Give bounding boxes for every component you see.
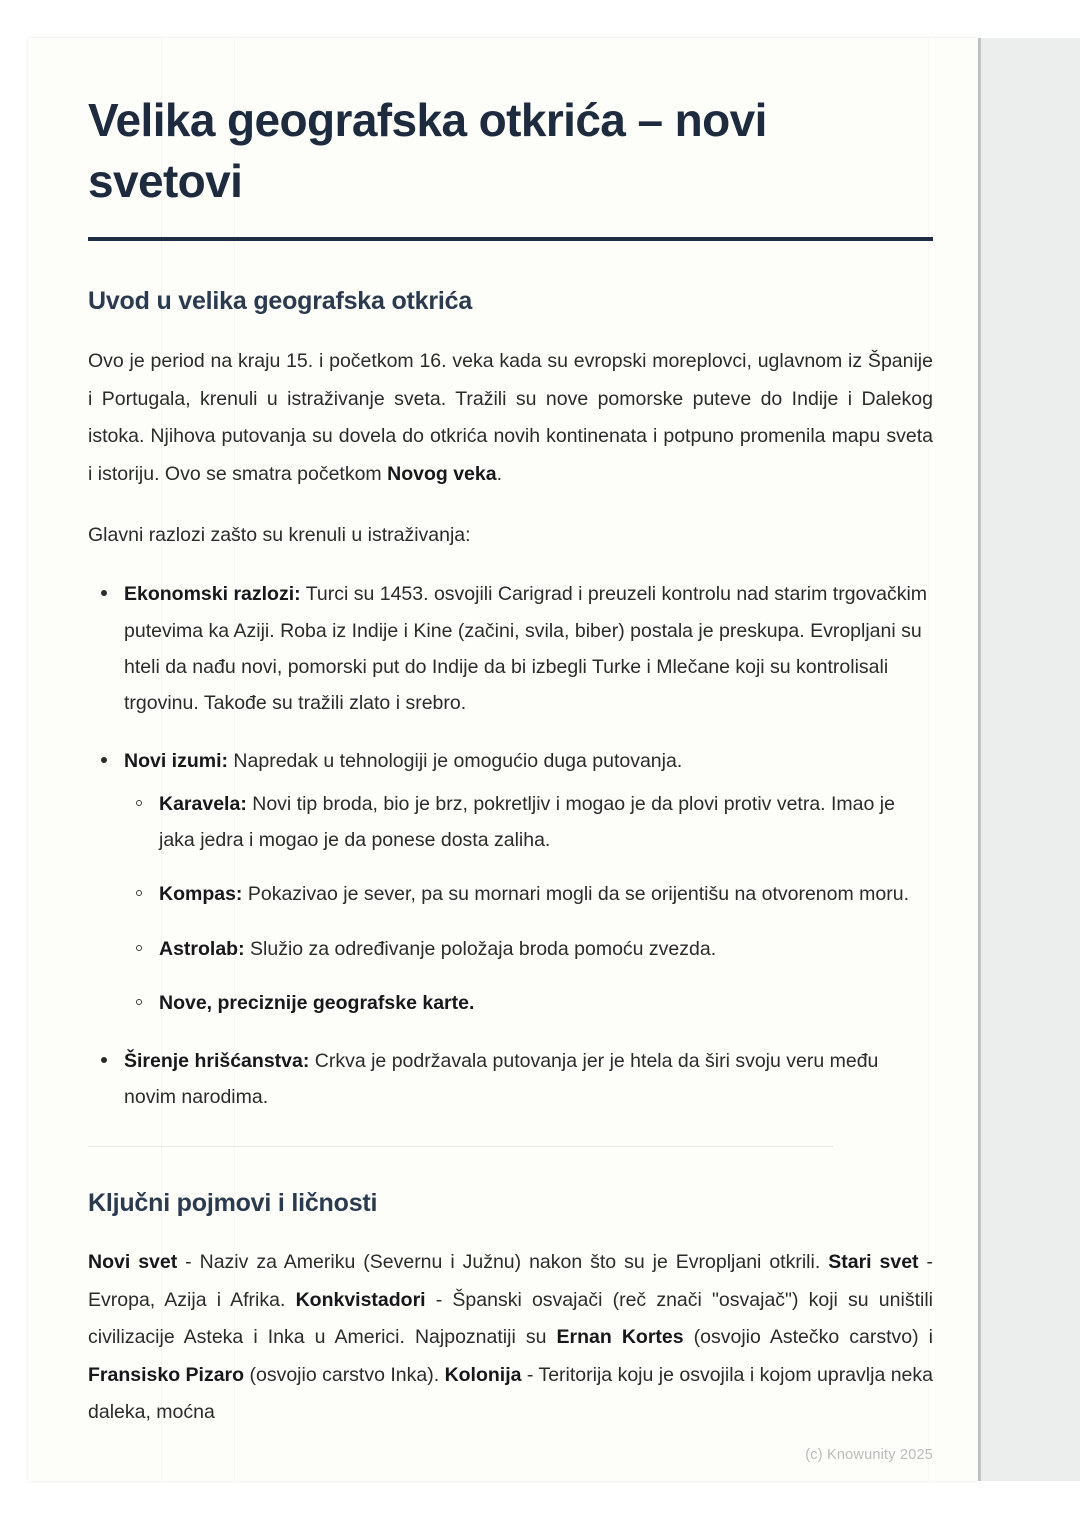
bullet-text-novi-izumi: Napredak u tehnologiji je omogućio duga putovanja.: [228, 750, 683, 773]
section-heading-kljucni-pojmovi: Ključni pojmovi i ličnosti: [88, 1188, 378, 1217]
intro-text-part2: .: [496, 462, 502, 485]
bullet-text-ekonomski: Turci su 1453. osvojili Carigrad i preuzeli kontrolu nad starim trgovačkim putevima ka Aziji. Roba iz Indije i Kine (začini, svila, biber) postala je preskupa. Evropljani su hteli da nađu novi, pomorski put do Indije da bi izbegli Turke i Mlečane koji su kontrolisali trgovinu. Takođe su tražili zlato i srebro.: [124, 583, 928, 715]
intro-text-part1: Ovo je period na kraju 15. i početkom 16. veka kada su evropski moreplovci, uglavnom iz Španije i Portugala, krenuli u istraživanje sveta. Tražili su nove pomorske puteve do Indije i Dalekog istoka. Njihova putovanja su dovela do otkrića novih kontinenata i potpuno promenila mapu sveta i istoriju. Ovo se smatra početkom: [88, 350, 933, 485]
subbullet-text-kompas: Pokazivao je sever, pa su mornari mogli da se orijentišu na otvorenom moru.: [242, 883, 910, 906]
bullet-label-ekonomski: Ekonomski razlozi:: [124, 583, 301, 606]
subbullet-label-kompas: Kompas:: [159, 883, 243, 906]
document-page: [28, 38, 978, 1481]
lead-in-paragraph: Glavni razlozi zašto su krenuli u istraživanja:: [88, 523, 471, 546]
subbullet-text-karavela: Novi tip broda, bio je brz, pokretljiv i mogao je da plovi protiv vetra. Imao je jaka jedra i mogao je da ponese dosta zaliha.: [159, 792, 895, 851]
subbullet-label-karavela: Karavela:: [159, 792, 247, 815]
term-ernan-kortes-desc: (osvojio Astečko carstvo) i: [683, 1326, 933, 1349]
term-stari-svet-desc: - Evropa, Azija i Afrika.: [88, 1251, 933, 1311]
term-konkvistadori-desc: - Španski osvajači (reč znači "osvajač") koji su uništili civilizacije Asteka i Inka u Americi. Najpoznatiji su: [88, 1288, 933, 1349]
term-kolonija-desc: - Teritorija koju je osvojila i kojom upravlja neka daleka, moćna: [88, 1363, 933, 1424]
list-item: [124, 876, 933, 912]
page-backdrop-strip: [978, 38, 1080, 1481]
list-item: [124, 985, 933, 1021]
key-terms-paragraph: [88, 1220, 933, 1431]
bullet-label-sirenje: Širenje hrišćanstva:: [124, 1050, 310, 1073]
document-content: [88, 38, 933, 1463]
watermark: (c) Knowunity 2025: [805, 1447, 933, 1463]
term-ernan-kortes: Ernan Kortes: [556, 1326, 684, 1349]
intro-bold-novog-veka: Novog veka: [387, 462, 497, 485]
term-kolonija: Kolonija: [444, 1363, 522, 1386]
term-fransisko-pizaro: Fransisko Pizaro: [88, 1363, 245, 1386]
intro-paragraph: [88, 319, 933, 493]
term-novi-svet: Novi svet: [88, 1251, 178, 1274]
bullet-text-sirenje: Crkva je podržavala putovanja jer je htela da širi svoju veru među novim narodima.: [124, 1050, 879, 1109]
term-fransisko-pizaro-desc: (osvojio carstvo Inka).: [244, 1363, 445, 1386]
bullet-label-novi-izumi: Novi izumi:: [124, 750, 229, 773]
list-item: [124, 786, 933, 859]
list-item: [88, 576, 933, 721]
list-item: [88, 743, 933, 1021]
list-item: [88, 1043, 933, 1116]
list-item: [124, 931, 933, 967]
term-novi-svet-desc: - Naziv za Ameriku (Severnu i Južnu) nakon što su je Evropljani otkrili.: [177, 1251, 829, 1274]
subbullet-text-astrolab: Služio za određivanje položaja broda pomoću zvezda.: [244, 937, 717, 960]
reasons-list: [88, 554, 933, 1115]
subbullet-label-astrolab: Astrolab:: [159, 937, 245, 960]
subbullet-label-karte: Nove, preciznije geografske karte.: [159, 991, 475, 1014]
term-konkvistadori: Konkvistadori: [295, 1288, 426, 1311]
inventions-sublist: [124, 780, 933, 1021]
section-heading-uvod: Uvod u velika geografska otkrića: [88, 287, 473, 316]
term-stari-svet: Stari svet: [828, 1251, 919, 1274]
page-title: Velika geografska otkrića – novi svetovi: [88, 94, 767, 207]
